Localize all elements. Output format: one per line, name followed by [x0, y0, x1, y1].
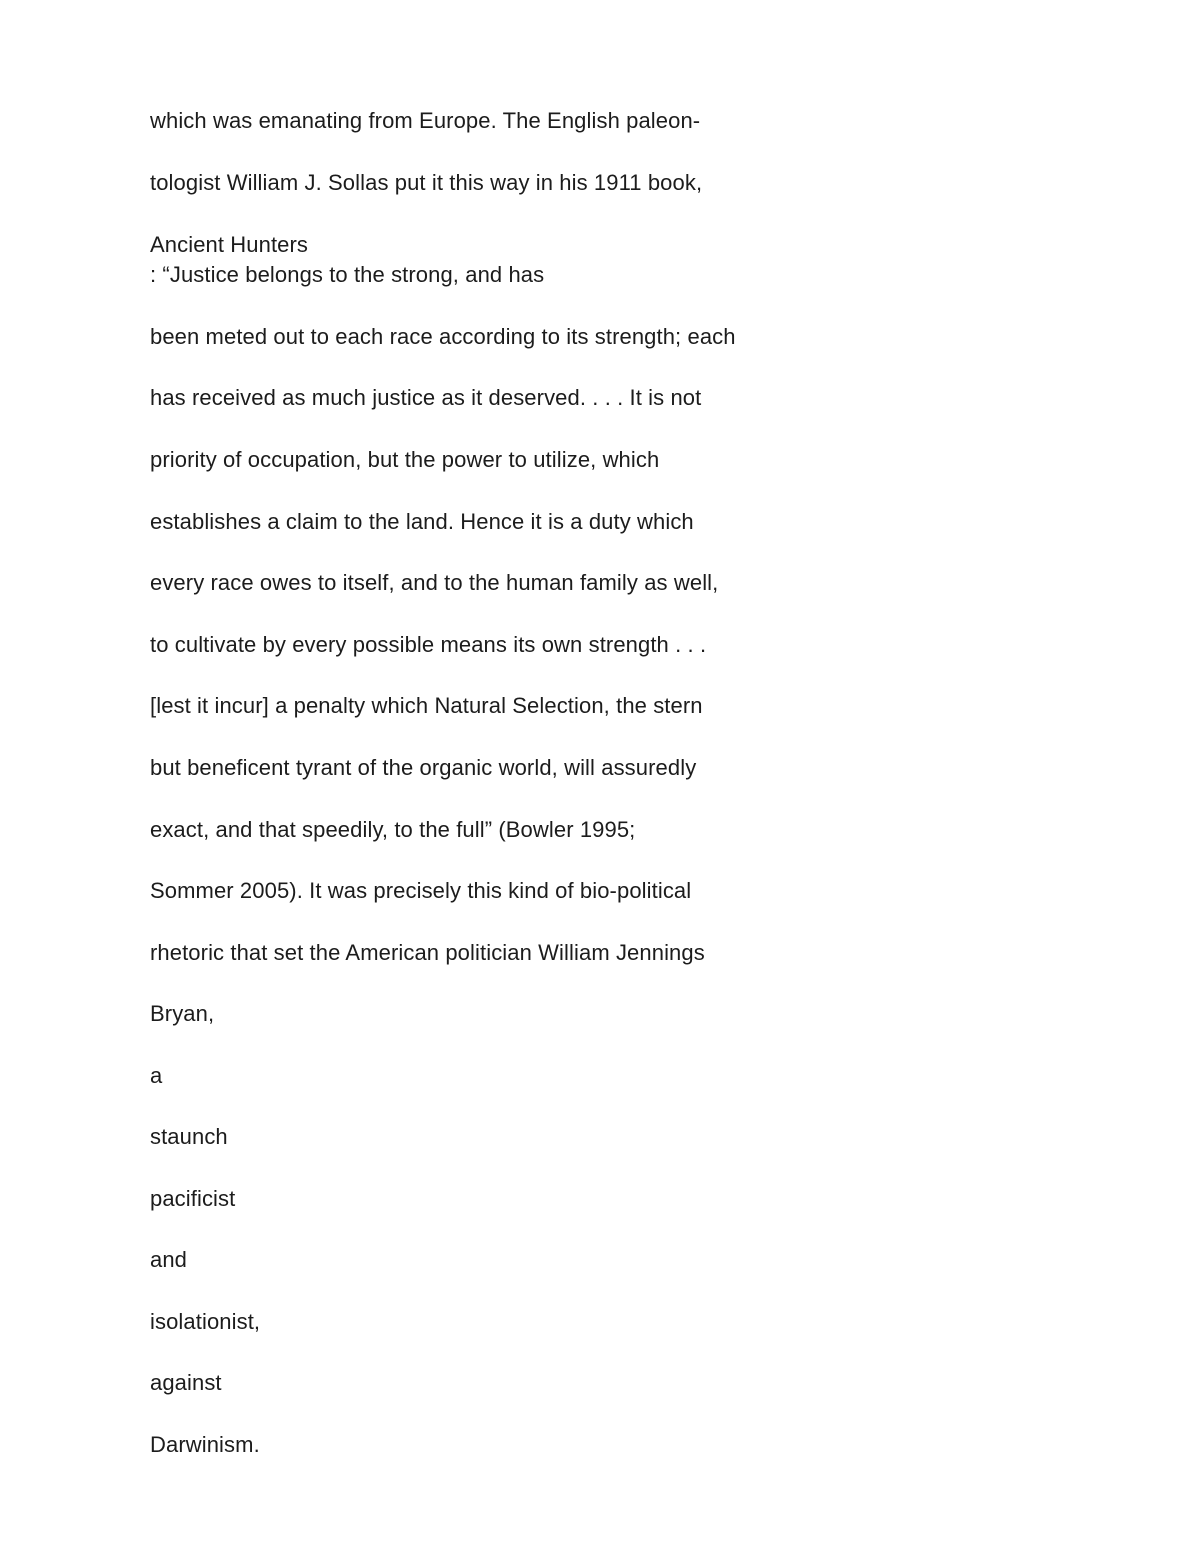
text-line: every race owes to itself, and to the human family as well, [150, 570, 719, 595]
text-line: Sommer 2005). It was precisely this kind of bio-political [150, 878, 692, 903]
text-line: pacificist [150, 1186, 236, 1211]
text-line: a [150, 1063, 163, 1088]
text-line: exact, and that speedily, to the full” (Bowler 1995; [150, 817, 636, 842]
text-line: but beneficent tyrant of the organic world, will assuredly [150, 755, 697, 780]
text-line: against [150, 1370, 222, 1395]
text-line: and [150, 1247, 188, 1272]
text-line: tologist William J. Sollas put it this way in his 1911 book, [150, 170, 703, 195]
text-line: : “Justice belongs to the strong, and has [150, 262, 545, 287]
text-line: has received as much justice as it deserved. . . . It is not [150, 385, 702, 410]
text-line: to cultivate by every possible means its own strength . . . [150, 632, 707, 657]
text-line: which was emanating from Europe. The English paleon- [150, 108, 701, 133]
text-line: rhetoric that set the American politician William Jennings [150, 940, 705, 965]
text-line: [lest it incur] a penalty which Natural Selection, the stern [150, 693, 703, 718]
text-line: been meted out to each race according to its strength; each [150, 324, 736, 349]
text-line: staunch [150, 1124, 228, 1149]
text-line: establishes a claim to the land. Hence it is a duty which [150, 509, 694, 534]
text-line: isolationist, [150, 1309, 261, 1334]
text-line: Bryan, [150, 1001, 215, 1026]
text-line: priority of occupation, but the power to utilize, which [150, 447, 660, 472]
book-title: Ancient Hunters [150, 232, 309, 257]
text-line: Darwinism. [150, 1432, 260, 1457]
